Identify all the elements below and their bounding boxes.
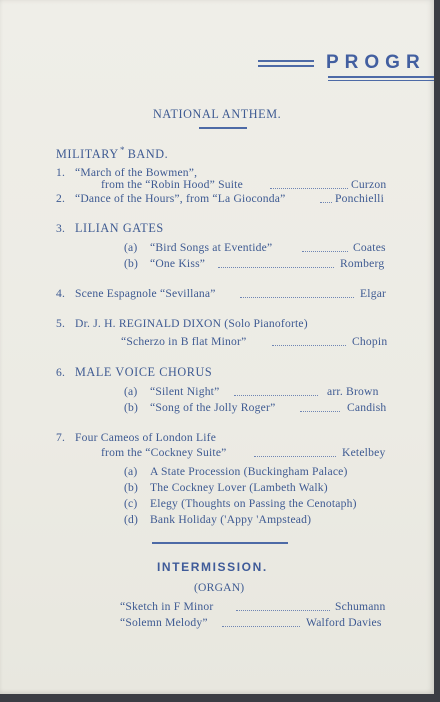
organ-piece-1-title: “Sketch in F Minor — [120, 600, 214, 613]
item-5-composer: Chopin — [352, 335, 388, 348]
item-2-title: “Dance of the Hours”, from “La Gioconda” — [75, 192, 286, 205]
national-anthem: NATIONAL ANTHEM. — [153, 107, 282, 121]
title-underline-2 — [328, 80, 434, 81]
cameo-c-text: Elegy (Thoughts on Passing the Cenotaph) — [150, 497, 357, 510]
cameo-b-text: The Cockney Lover (Lambeth Walk) — [150, 481, 328, 494]
item-2-number: 2. — [56, 192, 66, 205]
item-1-subtitle: from the “Robin Hood” Suite — [101, 178, 243, 191]
item-7-title: Four Cameos of London Life — [75, 431, 217, 444]
item-3b-tag: (b) — [124, 257, 139, 270]
item-4-leader — [240, 296, 354, 298]
anthem-underline — [199, 127, 247, 129]
item-6a-composer: arr. Brown — [327, 385, 379, 398]
item-3a-title: “Bird Songs at Eventide” — [150, 241, 273, 254]
item-6b-tag: (b) — [124, 401, 139, 414]
organ-piece-2-leader — [222, 625, 300, 627]
item-3b-leader — [218, 266, 334, 268]
item-4-title: Scene Espagnole “Sevillana” — [75, 287, 216, 300]
item-3b-composer: Romberg — [340, 257, 385, 270]
item-7-number: 7. — [56, 431, 66, 444]
item-5-leader — [272, 344, 346, 346]
item-5-number: 5. — [56, 317, 66, 330]
item-6b-title: “Song of the Jolly Roger” — [150, 401, 276, 414]
item-5-title: Dr. J. H. REGINALD DIXON (Solo Pianoforte) — [75, 317, 308, 330]
organ-piece-1-composer: Schumann — [335, 600, 386, 613]
band-asterisk: * — [119, 145, 126, 155]
cameo-b-tag: (b) — [124, 481, 139, 494]
band-label: MILITARY — [56, 147, 119, 161]
header-rule-bottom — [258, 65, 314, 67]
item-6-title: MALE VOICE CHORUS — [75, 365, 213, 379]
military-band-heading — [56, 147, 168, 162]
item-1-composer: Curzon — [351, 178, 387, 191]
cameo-a-text: A State Procession (Buckingham Palace) — [150, 465, 348, 478]
item-1-leader — [270, 187, 348, 189]
item-3-number: 3. — [56, 222, 66, 235]
intermission-rule — [152, 542, 288, 544]
band-label-2: BAND. — [127, 147, 169, 161]
organ-piece-1-leader — [236, 609, 330, 611]
organ-piece-2-composer: Walford Davies — [306, 616, 382, 629]
cameo-a-tag: (a) — [124, 465, 138, 478]
item-4-composer: Elgar — [360, 287, 387, 300]
item-3-title: LILIAN GATES — [75, 221, 164, 235]
item-2-leader — [320, 201, 332, 203]
program-title: PROGR — [326, 52, 426, 73]
intermission-sub: (ORGAN) — [194, 581, 245, 594]
item-3b-title: “One Kiss” — [150, 257, 206, 270]
item-1-number: 1. — [56, 166, 66, 179]
item-6b-composer: Candish — [347, 401, 387, 414]
item-6a-tag: (a) — [124, 385, 138, 398]
item-6-number: 6. — [56, 366, 66, 379]
title-underline — [328, 76, 434, 78]
item-6a-title: “Silent Night” — [150, 385, 220, 398]
cameo-d-text: Bank Holiday ('Appy 'Ampstead) — [150, 513, 312, 526]
item-3a-tag: (a) — [124, 241, 138, 254]
item-7-leader — [254, 455, 336, 457]
item-7-composer: Ketelbey — [342, 446, 386, 459]
intermission-title: INTERMISSION. — [157, 560, 268, 574]
cameo-d-tag: (d) — [124, 513, 139, 526]
header-rule-top — [258, 60, 314, 62]
item-2-composer: Ponchielli — [335, 192, 385, 205]
item-6b-leader — [300, 410, 340, 412]
item-6a-leader — [234, 394, 318, 396]
item-5-piece: “Scherzo in B flat Minor” — [121, 335, 247, 348]
item-1-title: “March of the Bowmen”, — [75, 166, 198, 179]
item-3a-composer: Coates — [353, 241, 386, 254]
item-7-suite: from the “Cockney Suite” — [101, 446, 227, 459]
organ-piece-2-title: “Solemn Melody” — [120, 616, 208, 629]
item-4-number: 4. — [56, 287, 66, 300]
item-3a-leader — [302, 250, 348, 252]
cameo-c-tag: (c) — [124, 497, 138, 510]
